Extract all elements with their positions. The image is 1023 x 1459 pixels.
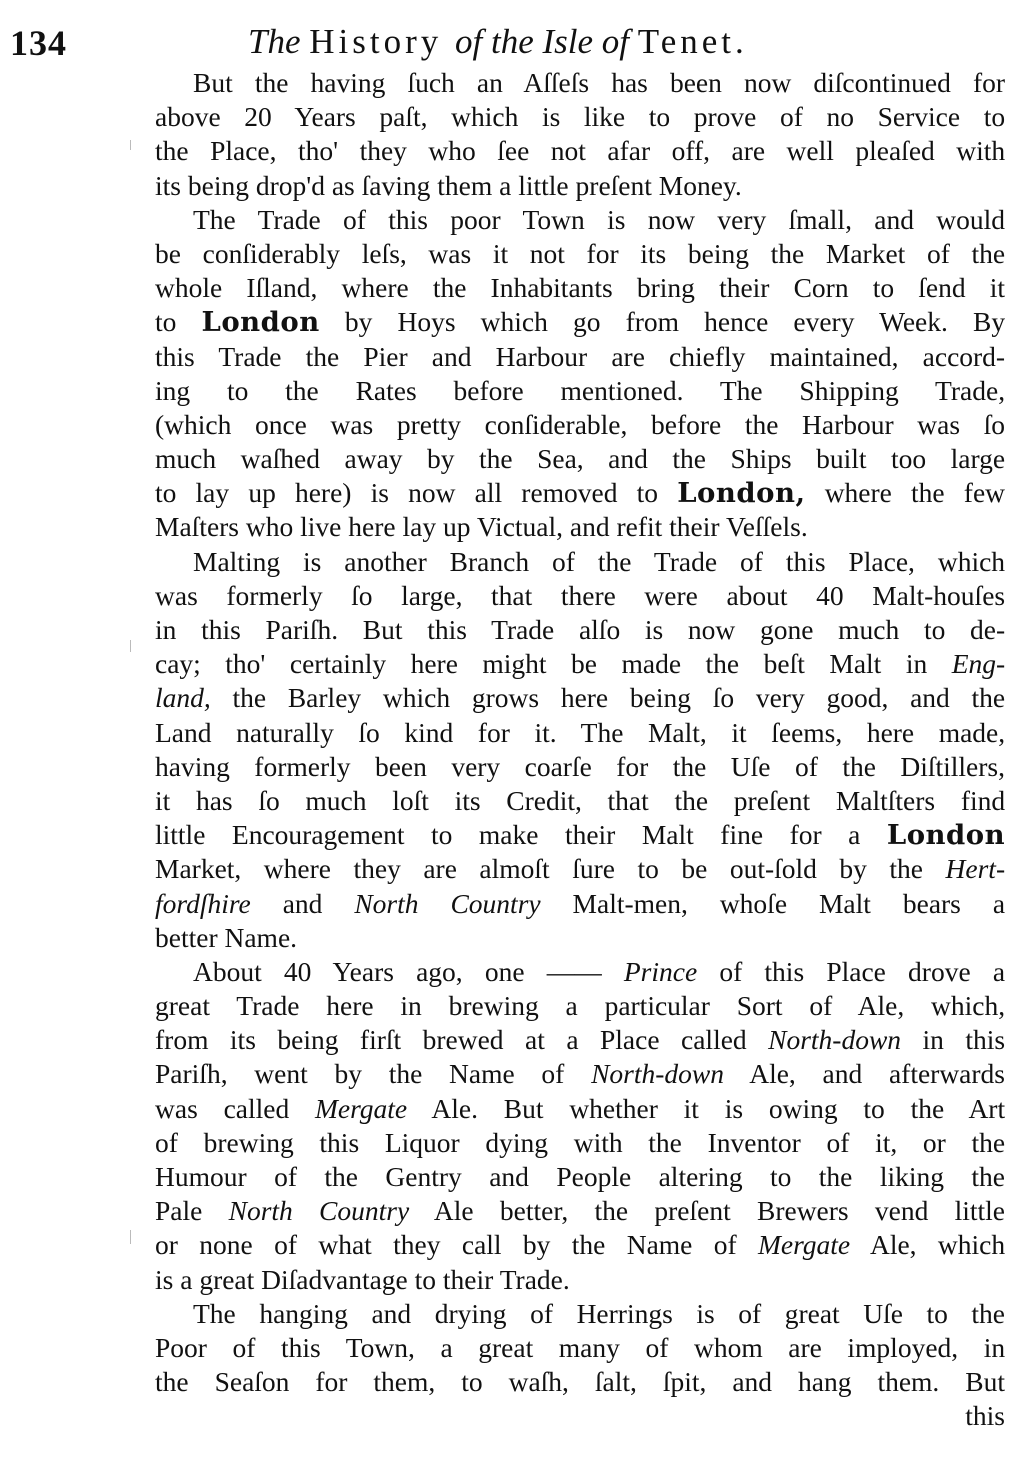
- text-line: Maſters who live here lay up Victual, and refit their Veſſels.: [155, 511, 808, 543]
- text-line: be conſiderably leſs, was it not for its being the Market of the: [155, 237, 1005, 269]
- text-line: ing to the Rates before mentioned. The Shipping Trade,: [155, 374, 1005, 406]
- text-line: whole Iſland, where the Inhabitants bring their Corn to ſend it: [155, 272, 1005, 304]
- text-line: Pariſh, went by the Name of North-down Ale, and afterwards: [155, 1058, 1005, 1090]
- text-line: Malting is another Branch of the Trade of this Place, which: [193, 545, 1005, 577]
- text-line: from its being firſt brewed at a Place called North-down in this: [155, 1024, 1005, 1056]
- text-line: the Place, tho' they who ſee not afar off, are well pleaſed with: [155, 135, 1005, 167]
- text-line: was called Mergate Ale. But whether it is owing to the Art: [155, 1092, 1005, 1124]
- text-line: was formerly ſo large, that there were about 40 Malt-houſes: [155, 579, 1005, 611]
- margin-mark: [130, 140, 131, 150]
- text-line: this Trade the Pier and Harbour are chiefly maintained, accord-: [155, 340, 1005, 372]
- text-line: or none of what they call by the Name of Mergate Ale, which: [155, 1229, 1005, 1261]
- page-header: [10, 18, 1015, 68]
- text-line: (which once was pretty conſiderable, before the Harbour was ſo: [155, 408, 1005, 440]
- text-line: it has ſo much loſt its Credit, that the preſent Maltſters find: [155, 784, 1005, 816]
- text-line: Pale North Country Ale better, the preſent Brewers vend little: [155, 1195, 1005, 1227]
- text-line: is a great Diſadvantage to their Trade.: [155, 1263, 570, 1295]
- margin-mark: [130, 1230, 131, 1244]
- text-line: to lay up here) is now all removed to London, where the few: [155, 477, 1005, 510]
- text-line: Poor of this Town, a great many of whom are imployed, in: [155, 1331, 1005, 1363]
- text-line: this: [965, 1400, 1005, 1432]
- text-line: The hanging and drying of Herrings is of great Uſe to the: [193, 1297, 1005, 1329]
- text-line: the Seaſon for them, to waſh, ſalt, ſpit, and hang them. But: [155, 1366, 1005, 1398]
- body-text: [155, 66, 1005, 1434]
- text-line: little Encouragement to make their Malt fine for a London: [155, 819, 1005, 852]
- page-number: 134: [10, 23, 67, 63]
- text-line: in this Pariſh. But this Trade alſo is now gone much to de-: [155, 614, 1005, 645]
- text-line: Humour of the Gentry and People altering to the liking the: [155, 1161, 1005, 1192]
- text-line: fordſhire and North Country Malt-men, whoſe Malt bears a: [155, 887, 1005, 919]
- text-line: Land naturally ſo kind for it. The Malt, it ſeems, here made,: [155, 716, 1005, 748]
- text-line: land, the Barley which grows here being ſo very good, and the: [155, 682, 1005, 714]
- text-line: to London by Hoys which go from hence every Week. By: [155, 306, 1005, 339]
- text-line: great Trade here in brewing a particular Sort of Ale, which,: [155, 990, 1005, 1022]
- text-line: The Trade of this poor Town is now very ſmall, and would: [193, 203, 1005, 235]
- text-line: of brewing this Liquor dying with the Inventor of it, or the: [155, 1126, 1005, 1158]
- text-line: Market, where they are almoſt ſure to be out-ſold by the Hert-: [155, 853, 1005, 885]
- text-line: But the having ſuch an Aſſeſs has been now diſcontinued for: [193, 67, 1005, 98]
- margin-mark: [130, 640, 131, 652]
- text-line: cay; tho' certainly here might be made the beſt Malt in Eng-: [155, 648, 1005, 680]
- text-line: having formerly been very coarſe for the Uſe of the Diſtillers,: [155, 750, 1005, 782]
- running-title: The History of the Isle of Tenet.: [248, 22, 748, 61]
- text-line: better Name.: [155, 921, 298, 953]
- text-line: its being drop'd as ſaving them a little preſent Money.: [155, 169, 742, 201]
- text-line: above 20 Years paſt, which is like to prove of no Service to: [155, 101, 1005, 133]
- text-line: About 40 Years ago, one —— Prince of this Place drove a: [193, 955, 1005, 987]
- text-line: much waſhed away by the Sea, and the Ships built too large: [155, 443, 1005, 475]
